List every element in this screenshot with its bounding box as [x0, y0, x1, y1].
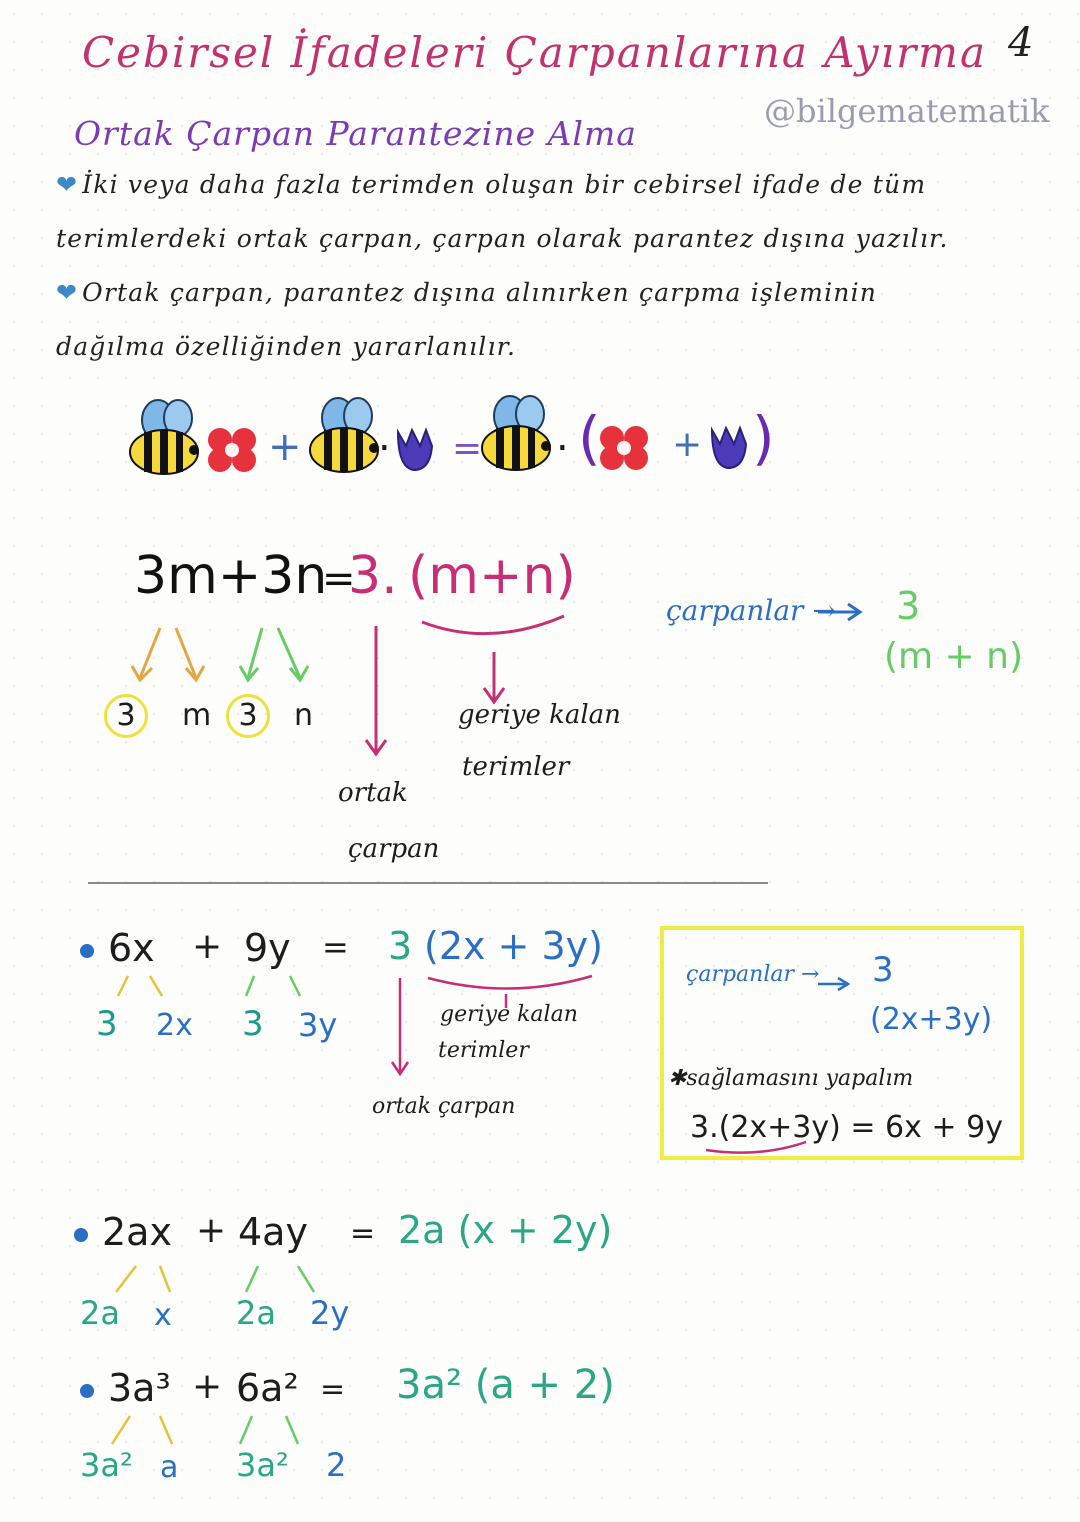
arrow-icon: [366, 616, 564, 754]
example4-lhs-b: 6a²: [236, 1366, 299, 1410]
box-factor-a: 3: [872, 950, 894, 990]
paragraph-2-line-2: dağılma özelliğinden yararlanılır.: [56, 332, 517, 361]
example3-part: 2a: [80, 1294, 120, 1332]
bee-icon: [130, 400, 199, 474]
open-paren: (: [578, 404, 601, 472]
example4-lhs: 3a³: [80, 1366, 171, 1410]
equals-sign: =: [350, 1216, 376, 1251]
example1-common-factor: 3.: [348, 546, 398, 606]
example2-part: 3: [242, 1004, 264, 1044]
example3-rhs: 2a (x + 2y): [398, 1208, 613, 1252]
dot-operator: .: [190, 416, 203, 462]
tulip-icon: [712, 428, 746, 468]
bullet-icon: [80, 1384, 94, 1398]
example4-rhs: 3a² (a + 2): [396, 1362, 615, 1408]
example4-part: 3a²: [80, 1446, 133, 1484]
example1-parenthesis: (m+n): [408, 546, 576, 606]
example1-part-m: m: [182, 698, 212, 733]
label-rest: geriye kalan: [440, 1002, 578, 1027]
label-common-2: çarpan: [348, 834, 440, 864]
example4-part: a: [160, 1450, 179, 1485]
plus-operator: +: [268, 424, 302, 470]
page-number: 4: [1008, 20, 1034, 66]
section-subtitle: Ortak Çarpan Parantezine Alma: [74, 114, 637, 153]
check-expression: 3.(2x+3y) = 6x + 9y: [690, 1110, 1003, 1145]
example2-part: 2x: [156, 1008, 193, 1043]
example3-part: 2y: [310, 1294, 350, 1332]
bee-icon: [482, 396, 551, 470]
dot-operator: .: [378, 414, 391, 460]
divider: [88, 882, 768, 884]
equals-sign: =: [320, 1372, 346, 1407]
example2-part: 3y: [298, 1006, 338, 1044]
arrow-icon: [240, 1416, 298, 1444]
arrow-icon: [240, 628, 308, 680]
bee-icon: [310, 398, 379, 472]
label-common: ortak: [338, 778, 408, 808]
label-rest: geriye kalan: [458, 700, 621, 730]
label-rest-2: terimler: [462, 752, 570, 782]
example2-lhs-b: 9y: [244, 926, 291, 970]
flower-icon: [600, 426, 648, 470]
box-factor-b: (2x+3y): [870, 1002, 993, 1037]
example3-part: 2a: [236, 1294, 276, 1332]
bullet-icon: [80, 944, 94, 958]
bullet-icon: [74, 1228, 88, 1242]
paragraph-text: İki veya daha fazla terimden oluşan bir cebirsel ifade de tüm: [82, 170, 927, 199]
label-common: ortak çarpan: [372, 1094, 516, 1119]
example1-part-3: 3: [104, 694, 148, 738]
watermark: @bilgematematik: [764, 92, 1050, 130]
example4-part: 3a²: [236, 1446, 289, 1484]
arrow-icon: [112, 1416, 172, 1444]
paragraph-text: Ortak çarpan, parantez dışına alınırken çarpma işleminin: [82, 278, 878, 307]
example1-part-3b: 3: [226, 694, 270, 738]
factor-a: 3: [896, 584, 921, 628]
arrow-icon: [118, 976, 162, 996]
example2-factor: 3: [388, 924, 413, 968]
example3-lhs: 2ax: [74, 1210, 172, 1254]
equals-operator: =: [452, 428, 483, 469]
arrow-icon: [132, 628, 204, 680]
tulip-icon: [398, 430, 432, 470]
box-factors-label: çarpanlar →: [686, 962, 820, 987]
factor-b: (m + n): [884, 636, 1024, 677]
example2-lhs: 6x: [80, 926, 155, 970]
example3-part: x: [154, 1298, 172, 1333]
arrow-icon: [246, 1266, 314, 1292]
plus-sign: +: [192, 926, 223, 967]
example1-part-n: n: [294, 698, 314, 733]
plus-operator: +: [672, 424, 703, 465]
example2-paren: (2x + 3y): [424, 924, 603, 968]
flower-icon: [208, 428, 256, 472]
example4-part: 2: [326, 1446, 347, 1484]
page-title: Cebirsel İfadeleri Çarpanlarına Ayırma: [82, 28, 988, 77]
dot-operator: .: [556, 414, 569, 460]
heart-icon: ❤: [56, 278, 79, 307]
plus-sign: +: [192, 1366, 223, 1407]
example2-part: 3: [96, 1004, 118, 1044]
factors-label: çarpanlar →: [666, 594, 836, 627]
heart-icon: ❤: [56, 170, 79, 199]
check-label: ✱sağlamasını yapalım: [668, 1066, 914, 1091]
close-paren: ): [752, 404, 775, 472]
plus-sign: +: [196, 1210, 227, 1251]
arrow-icon: [116, 1266, 170, 1292]
label-rest-2: terimler: [438, 1038, 529, 1063]
paragraph-1-line-2: terimlerdeki ortak çarpan, çarpan olarak parantez dışına yazılır.: [56, 224, 949, 253]
equals-sign: =: [322, 556, 356, 602]
equals-sign: =: [322, 928, 349, 966]
example1-expression: 3m+3n: [134, 546, 328, 606]
example3-lhs-b: 4ay: [238, 1210, 308, 1254]
arrow-icon: [246, 976, 300, 996]
